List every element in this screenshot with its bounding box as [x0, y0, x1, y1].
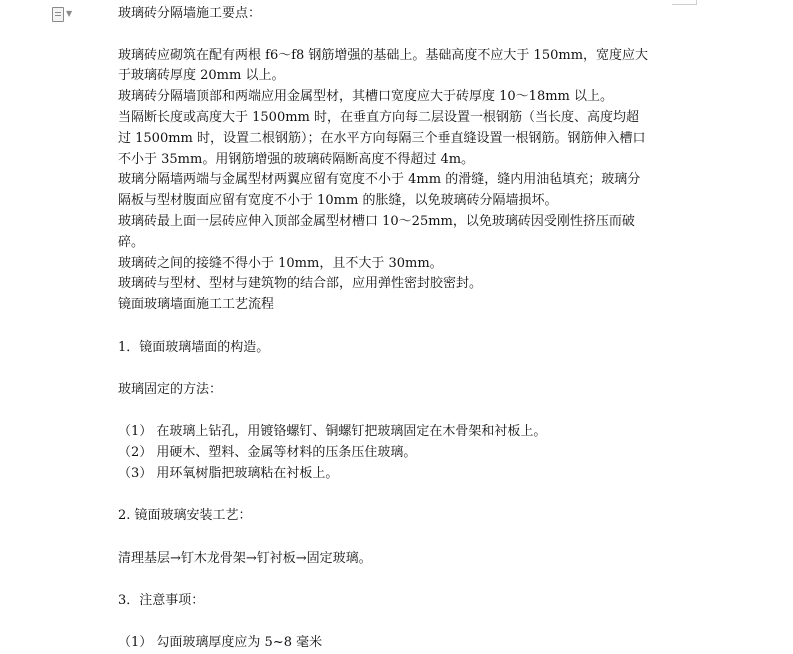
document-body	[118, 4, 678, 654]
blank-line	[118, 612, 678, 634]
list-item: （3） 用环氧树脂把玻璃粘在衬板上。	[118, 465, 339, 481]
paragraph-line: 过 1500mm 时，设置二根钢筋）；在水平方向每隔三个垂直缝设置一根钢筋。钢筋伸入槽口	[118, 130, 646, 146]
section-heading: 玻璃砖分隔墙施工要点：	[118, 6, 262, 21]
section-title: 1．镜面玻璃墙面的构造。	[118, 339, 270, 355]
paragraph-line: 玻璃砖与型材、型材与建筑物的结合部，应用弹性密封胶密封。	[118, 276, 483, 292]
paragraph-line: 清理基层→钉木龙骨架→钉衬板→固定玻璃。	[118, 550, 372, 566]
paragraph-line: 玻璃分隔墙两端与金属型材两翼应留有宽度不小于 4mm 的滑缝，缝内用油毡填充；玻璃分	[118, 172, 641, 188]
document-menu-button[interactable]	[52, 6, 76, 22]
paragraph-line: 玻璃砖最上面一层砖应伸入顶部金属型材槽口 10～25mm，以免玻璃砖因受刚性挤压而破	[118, 213, 635, 229]
paragraph-line: 玻璃砖分隔墙顶部和两端应用金属型材，其槽口宽度应大于砖厚度 10～18mm 以上。	[118, 89, 614, 105]
blank-line	[118, 485, 678, 507]
paragraph-line: 当隔断长度或高度大于 1500mm 时，在垂直方向每二层设置一根钢筋（当长度、高度均超	[118, 109, 640, 125]
paragraph-line: 玻璃砖应砌筑在配有两根 f6～f8 钢筋增强的基础上。基础高度不应大于 150mm，宽度应大	[118, 47, 649, 63]
paragraph-line: 不小于 35mm。用钢筋增强的玻璃砖隔断高度不得超过 4m。	[118, 151, 475, 167]
section-title: 2. 镜面玻璃安装工艺：	[118, 508, 252, 524]
section-title: 3．注意事项：	[118, 593, 205, 609]
blank-line	[118, 25, 678, 46]
paragraph-line: 玻璃砖之间的接缝不得小于 10mm，且不大于 30mm。	[118, 255, 443, 271]
list-item: （1） 勾面玻璃厚度应为 5~8 毫米	[118, 635, 323, 651]
blank-line	[118, 527, 678, 549]
chevron-down-icon: ▼	[66, 9, 73, 18]
paragraph-line: 于玻璃砖厚度 20mm 以上。	[118, 68, 285, 84]
list-item: （2） 用硬木、塑料、金属等材料的压条压住玻璃。	[118, 445, 417, 461]
blank-line	[118, 570, 678, 592]
blank-line	[118, 358, 678, 380]
blank-line	[118, 401, 678, 423]
blank-line	[118, 316, 678, 338]
subsection-title: 镜面玻璃墙面施工工艺流程	[118, 297, 275, 313]
paragraph-line: 碎。	[118, 234, 145, 250]
list-item: （1） 在玻璃上钻孔，用镀铬螺钉、铜螺钉把玻璃固定在木骨架和衬板上。	[118, 424, 547, 440]
paragraph-line: 隔板与型材腹面应留有宽度不小于 10mm 的胀缝，以免玻璃砖分隔墙损坏。	[118, 193, 558, 209]
paragraph-line: 玻璃固定的方法：	[118, 381, 223, 397]
document-icon	[52, 7, 64, 22]
